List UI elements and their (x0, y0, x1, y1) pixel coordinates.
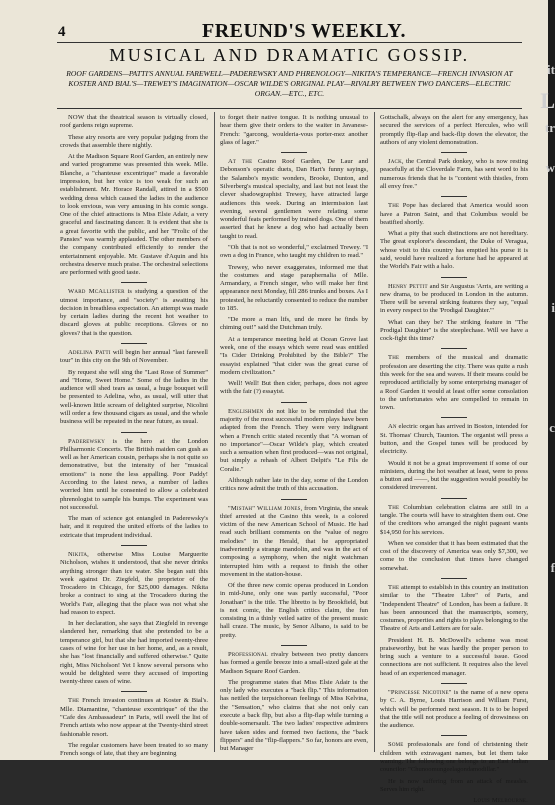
paragraph-text: At a temperance meeting held at Ocean Grove last week, one of the essays which were read was entitled "Is Cider Drinking Prohibited by the Bible?" The essayist explained "that cider was the great curse of modern civilization." (220, 335, 368, 376)
article-paragraph (60, 114, 208, 131)
article-paragraph (60, 134, 208, 151)
paragraph-text: These airy resorts are very popular judging from the crowds that assemble there nightly. (60, 133, 208, 149)
article-paragraph (380, 741, 528, 774)
article-paragraph (380, 689, 528, 730)
paragraph-text: , from Virginia, the sneak thief arrested at the Casino this week, is a colored victim of the new American School of Music. He had read such brilliant comments on the "value of negro melodies" in the Herald, that he appropriated inadvertently a strange mandolin, and was in the act of composing a symphony, when the night watchman interrupted him with a request to finish the other movement in the station-house. (220, 504, 368, 578)
article-paragraph (380, 778, 528, 795)
article-paragraph (220, 244, 368, 261)
paragraph-text: What can they be? The striking feature in "The Prodigal Daughter" is the steeplechase. Will we have a cock-fight this time? (380, 318, 528, 343)
item-separator (121, 545, 147, 546)
article-paragraph (60, 153, 208, 277)
article-paragraph (220, 651, 368, 676)
article-paragraph (60, 551, 208, 617)
paragraph-text: members of the musical and dramatic profession are deserting the city. There was quite a rush this week for the sea and waves. If their means could be reproduced artificially by some enterprising manager of a Roof Garden it would at least offer some consolation to the unfortunates who are compelled to remain in town. (380, 354, 528, 412)
article-paragraph (220, 316, 368, 333)
paragraph-text: , otherwise Miss Louise Marguerite Nicholson, wishes it understood, that she never drinks anything stronger than ice water. She began suit this week against Dr. Ziegfeld, the proprietor of the Trocadero in Chicago, for $25,000 damages. Nikita broke a contract to sing at the Trocadero during the World's Fair, alleging that the place was not what she had reason to expect. (60, 550, 208, 616)
paragraph-text: "De more a man lifs, und de more he finds by chiming out!" said the Dutchman truly. (220, 316, 368, 332)
article-paragraph (380, 158, 528, 191)
article-paragraph (380, 354, 528, 412)
item-separator (441, 152, 467, 153)
paragraph-text: When we consider that it has been estimated that the cost of the discovery of America was only $7,300, we come to the conclusion that times have changed somewhat. (380, 539, 528, 572)
edge-letter: w (545, 160, 555, 175)
item-separator (121, 282, 147, 283)
article-paragraph (220, 408, 368, 474)
paragraph-text: By request she will sing the "Last Rose of Summer" and "Home, Sweet Home." Some of the ladies in the audience will shed tears as usual, a huge bouquet will be presented to Adelina, who, as usual, will utter that well-known little scream of delighted surprise, Nicolini will order a few thousand cigars as usual, and the whole business will be repeated in the near future, as usual. (60, 368, 208, 426)
paragraph-text: The programme states that Miss Elsie Adair is the only lady who executes a "back flip." This information has nettled the terpsichorean feelings of Miss Kelvina, the "Sensation," who claims that she not only can execute a back flip, but also a flip-flap while turning a double-somersault. The two ladies' respective admirers have taken sides and formed two factions, the "back flippers" and the "flip-flappers." So far, honors are even, but Manager (220, 678, 368, 753)
paragraph-text: Trewey, who never exaggerates, informed me that the costumes and stage paraphernalia of Mlle. Armandary, a French singer, who will make her first appearance next Monday, fill 286 trunks and boxes. As I protested, he reluctantly consented to reduce the number to 185. (220, 263, 368, 312)
masthead-rule (57, 42, 522, 43)
section-title: MUSICAL AND DRAMATIC GOSSIP. (109, 45, 470, 65)
paragraph-text: President H. B. McDowell's scheme was most praiseworthy, but he was hardly the proper person to bring such a venture to a successful issue. Good connections are not sufficient. It requires also the level head of an experienced manager. (380, 636, 528, 677)
edge-letter: it (547, 62, 555, 77)
paragraph-text: He is now suffering from an attack of measles. Serves him right. (380, 777, 528, 793)
item-separator (281, 645, 307, 646)
article-paragraph (380, 202, 528, 227)
article-paragraph (220, 158, 368, 241)
paragraph-text: The man of science got entangled in Paderewsky's hair, and it required the united efforts of the ladies to extricate that imprudent individual. (60, 515, 208, 539)
article-paragraph (380, 114, 528, 147)
paragraph-text: will begin her annual "last farewell tour" in this city on the 9th of November. (60, 349, 208, 365)
paragraph-text: is studying a question of the utmost importance, and "society" is awaiting his decision in breathless expectation. An attempt was made by certain ladies during the recent hot weather to discard gloves at public receptions. Gloves or no gloves? that is the question. (60, 288, 208, 337)
paragraph-text: "Oh that is not so wonderful," exclaimed Trewey. "I own a dog in France, who taught my children to read." (220, 243, 368, 260)
article-paragraph (60, 742, 208, 759)
paragraph-text: professionals are fond of christening their children with extravagant names, but let them take warning. The following one belongs to an East Indian councilor: "Chunoomungeelagondamodillar." (380, 741, 528, 774)
column-3 (380, 114, 528, 805)
paragraph-text: is the name of a new opera by C. A. Byrne, Louis Harrison and William Furst, which will be performed next season. It is to be hoped that the title will not produce a feeling of drowsiness on the audience. (380, 689, 528, 730)
item-separator (121, 432, 147, 433)
masthead: FREUND'S WEEKLY. (202, 20, 406, 42)
paragraph-text: Although rather late in the day, some of the London critics now admit the truth of this accusation. (220, 476, 368, 493)
author-signature: Louis Melbourne. (473, 797, 528, 805)
subhead: ROOF GARDENS—PATTI'S ANNUAL FAREWELL—PADEREWSKY AND PHRENOLOGY—NIKITA'S TEMPERANCE—FRENCH INVASION AT KOSTER AND BIAL'S—TREWEY'S IMAGINATION—OSCAR WILDE'S ORIGINAL PLAY—RIVALRY BETWEEN TWO DANCERS—ELECTRIC ORGAN.—ETC., ETC. (66, 69, 513, 98)
article-paragraph (380, 637, 528, 678)
item-separator (121, 691, 147, 692)
edge-letter: tr (544, 120, 555, 135)
paragraph-text: What a pity that such distinctions are not hereditary. The great explorer's descendant, the Duke of Veragua, whose visit to this country has emptied his purse it is said, would have realized a fortune had he appeared at the World's Fair with a halo. (380, 230, 528, 271)
paragraph-lead: Ward McAllister (68, 288, 125, 296)
paragraph-lead: Some (388, 741, 404, 749)
paragraph-text: Would it not be a great improvement if some of our ministers, during the hot weather at least, were to press a button and ——, but the suggestion would possibly be considered irreverent. (380, 459, 528, 492)
paragraph-text: Of the three new comic operas produced in London in mid-June, only one was partly successful, "Poor Jonathan" is the title. The libretto is by Brookfield, but is not comic, the English critics claim, the fun consisting in a thinly veiled satire of the present music hall craze. The music, by Senor Albano, is said to be pretty. (220, 582, 368, 639)
paragraph-lead: The (388, 202, 400, 210)
item-separator (121, 343, 147, 344)
item-separator (441, 735, 467, 736)
paragraph-lead: Henry Pettit (388, 282, 428, 290)
item-separator (281, 499, 307, 500)
paragraph-lead: Professional (228, 651, 268, 659)
article-paragraph (60, 620, 208, 686)
article-paragraph (380, 283, 528, 316)
paragraph-text: Well! Well! But then cider, perhaps, does not agree with the fair (?) essayist. (220, 380, 368, 396)
article-paragraph (220, 582, 368, 640)
item-separator (441, 277, 467, 278)
article-paragraph (380, 460, 528, 493)
paragraph-lead: The (388, 354, 400, 362)
next-page-edge (540, 0, 555, 760)
paragraph-text: French invasion continues at Koster & Bial's. Mlle. Diamantine, "chanteuse excentrique" of the the "Cafe des Ambassadeur" in Paris, will swell the list of French artists who now appear at the Twenty-third street fashionable resort. (60, 697, 208, 738)
article-paragraph (60, 369, 208, 427)
subhead-rule (57, 108, 522, 109)
paragraph-text: and Sir Augustus 'Arris, are writing a new drama, to be produced in London in the autumn. There will be several striking features they say, "equal in every respect to the 'Prodigal Daughter.'" (380, 282, 528, 315)
paragraph-text: electric organ has arrived in Boston, intended for St. Thomas' Church, Taunton. The organist will press a button, and the Gospel tunes will be produced by electricity. (380, 423, 528, 456)
article-paragraph (220, 505, 368, 580)
edge-letter: f (550, 560, 555, 575)
paragraph-lead: An (388, 423, 397, 431)
article-paragraph (220, 380, 368, 397)
article-paragraph (380, 504, 528, 537)
article-paragraph (220, 264, 368, 314)
column-2 (220, 114, 368, 753)
article-paragraph (60, 697, 208, 738)
article-paragraph (60, 515, 208, 540)
edge-letter: L (540, 88, 555, 113)
paragraph-text: that the theatrical season is virtually closed, roof gardens reign supreme. (60, 114, 208, 130)
article-paragraph (380, 319, 528, 344)
article-paragraph (380, 540, 528, 573)
edge-letter: c (549, 420, 555, 435)
paragraph-text: At the Madison Square Roof Garden, an entirely new and varied programme was presented this week. Mlle. Blanche, a "chanteuse excentrique" made a favorable impression, but her voice is too weak for such an establishment. Mr. Horace Randall, attired in a $500 wedding dress which caused the ladies in the audience to look envious, was very amusing in his comic songs. One of the chief attractions is Miss Elsie Adair, a very graceful and fascinating dancer. It is evident that she is a great favorite with the public, and her "Frolic of the Pansies" was warmly applauded. The other members of the company contributed efficiently to render the entertainment enjoyable. Mr. Gustave d'Aquin and his orchestra deserve much praise. The orchestral selections are performed with good taste. (60, 153, 208, 277)
paragraph-lead: The (388, 583, 400, 591)
paragraph-text: rivalry between two pretty dancers has formed a gentle breeze into a small-sized gale at the Madison Square Roof Garden. (220, 651, 368, 675)
paragraph-text: to forget their native tongue. It is nothing unusual to hear them give their orders to the waiter in Javanese-French: "garcong, woulderia-vous porter-mez another glass of lager." (220, 114, 368, 146)
paragraph-lead: Nikita (68, 550, 88, 558)
paragraph-lead: NOW (68, 114, 85, 121)
article-paragraph (380, 584, 528, 634)
article-paragraph (60, 288, 208, 338)
item-separator (281, 402, 307, 403)
paragraph-text: Pope has declared that America would soon have a Patron Saint, and that Columbus would be beatified shortly. (380, 202, 528, 226)
paragraph-text: The regular customers have been treated to so many French songs of late, that they are beginning (60, 741, 208, 758)
article-paragraph (220, 336, 368, 377)
paragraph-text: attempt to establish in this country an institution similar to the "Theatre Libre" of Paris, and "Independent Theatre" of London, has been a failure. It has been announced that the manuscripts, scenery, costumes, properties and rights to plays belonging to the Theatre of Arts and Letters are for sale. (380, 583, 528, 633)
article-paragraph (220, 477, 368, 494)
article-paragraph (60, 349, 208, 366)
paragraph-text: do not like to be reminded that the majority of the most successful modern plays have been adapted from the French. They were very indignant when a French critic stated recently that "A woman of no importance"—Oscar Wilde's play, which created such a sensation when first produced—was not original, but simply a rehash of Albert Delpit's "Le Fils de Coralie." (220, 407, 368, 473)
column-divider (214, 112, 215, 752)
column-divider (374, 112, 375, 752)
article-paragraph (220, 679, 368, 754)
article-paragraph (220, 114, 368, 147)
paragraph-lead: Paderewsky (68, 437, 106, 445)
paragraph-lead: "Princesse Nicotine" (388, 689, 452, 697)
paragraph-text: Casino Roof Garden, De Laur and Debonson's operatic duets, Dan Hart's funny sayings, the Salambo's mystic wonders, Brooke, Dunton, and Silverberg's musical specialty, and last but not least the clever shadowgraphist Trewey, have attracted large audiences this week. During an intermission last evening, several gentlemen were relating some wonderful feats performed by trained dogs. One of them asserted that he knew a dog who had actually been taught to read. (220, 158, 368, 240)
paragraph-lead: The (388, 503, 400, 511)
item-separator (281, 152, 307, 153)
paragraph-text: Gottschalk, always on the alert for any emergency, has secured the services of a perfect Hercules, who will promptly flip-flap and back-flip down the elevator, the authors of any violent demonstration. (380, 114, 528, 146)
item-separator (441, 417, 467, 418)
paragraph-text: is the hero at the London Philharmonic Concerts. The British maiden can gush as well as her American cousin, perhaps she is not quite so demonstrative, but the intensity of her "musical emotions" is none the less appalling. Poor Paddy! According to the latest news, a number of ladies worried him until he consented to allow a celebrated phrenologist to sample his bumps. The experiment was not successful. (60, 437, 208, 511)
item-separator (441, 196, 467, 197)
page-number: 4 (58, 24, 66, 40)
article-paragraph (380, 230, 528, 271)
paragraph-lead: Englishmen (228, 407, 264, 415)
paragraph-lead: The (68, 697, 80, 705)
paragraph-lead: Adelina Patti (68, 349, 111, 357)
article-paragraph (380, 423, 528, 456)
paragraph-lead: "Mistah" William Jones (228, 504, 301, 512)
paragraph-text: , the Central Park donkey, who is now resting peacefully at the Cloverdale Farm, has sent word to his numerous friends that he is "content with thistles, from all envy free." (380, 158, 528, 190)
item-separator (441, 578, 467, 579)
edge-letter: i (551, 300, 555, 315)
item-separator (441, 498, 467, 499)
paragraph-text: In her declaration, she says that Ziegfeld in revenge slandered her, remarking that she pretended to be a temperance girl, but that she had imported twenty-three cases of wine for her use in her home, and, as a result, she has "lost financially and suffered otherwise." Quite right, Miss Nicholson! Yet I know several persons who would be delighted were they accused of importing twenty-three cases of wine. (60, 620, 208, 686)
paragraph-text: Columbian celebration claims are still in a tangle. The courts will have to straighten them out. One of the creditors who arranged the night pageant wants $14,950 for his services. (380, 503, 528, 536)
paragraph-lead: At the (228, 158, 253, 166)
paragraph-lead: Jack (388, 158, 402, 166)
item-separator (441, 348, 467, 349)
article-paragraph (60, 438, 208, 513)
column-1 (60, 114, 208, 758)
item-separator (441, 683, 467, 684)
